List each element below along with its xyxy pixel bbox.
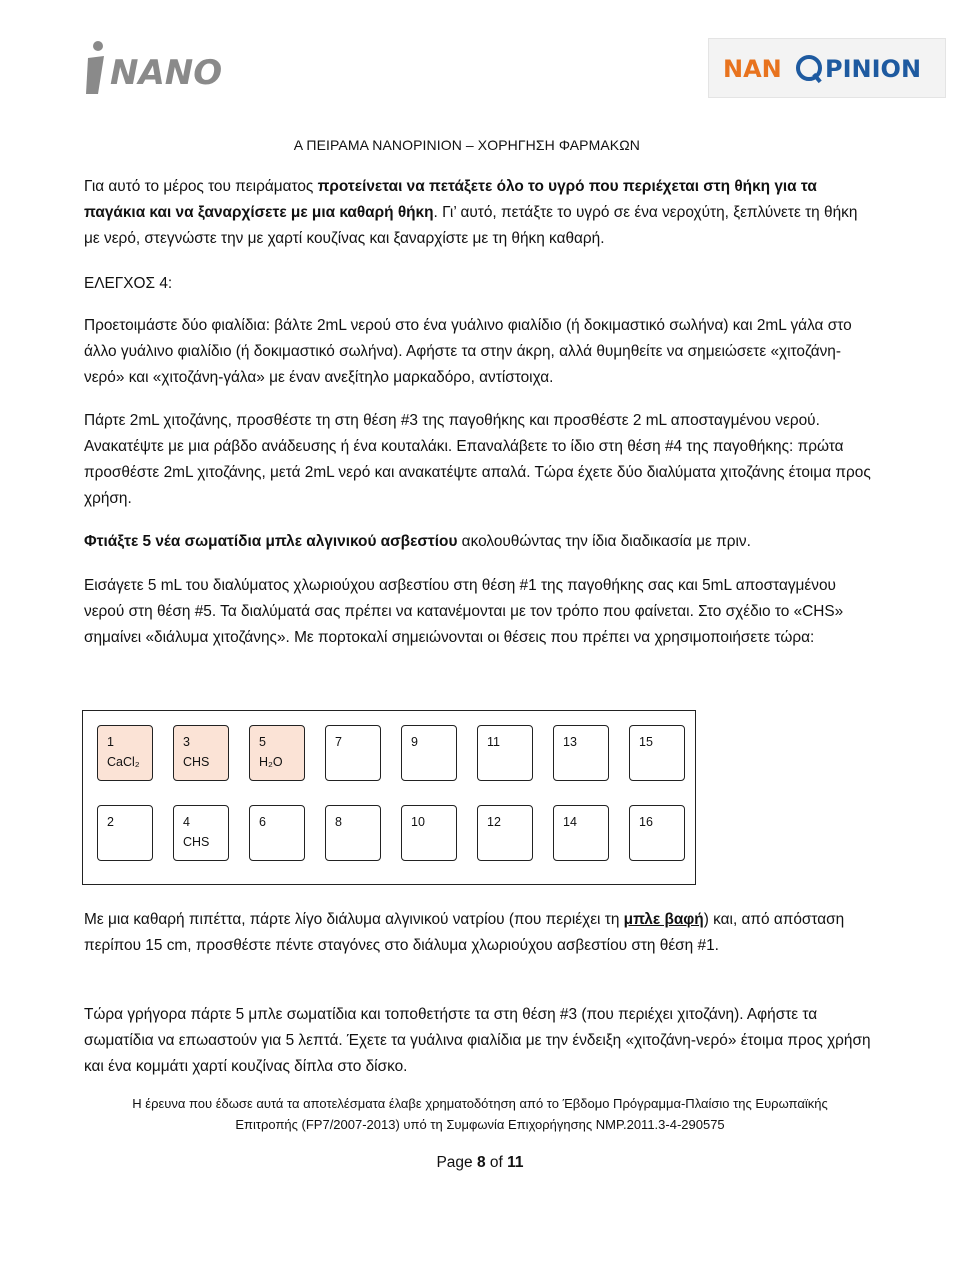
tray-well-number: 10	[411, 815, 425, 829]
tray-well-number: 12	[487, 815, 501, 829]
tray-well-11	[477, 725, 533, 781]
svg-text:PINION: PINION	[825, 55, 922, 83]
tray-well-number: 16	[639, 815, 653, 829]
paragraph-make-particles: Φτιάξτε 5 νέα σωματίδια μπλε αλγινικού ασβεστίου ακολουθώντας την ίδια διαδικασία με πριν.	[84, 533, 751, 550]
section-heading-control-4: ΕΛΕΓΧΟΣ 4:	[84, 275, 173, 292]
tray-well-10	[401, 805, 457, 861]
tray-well-number: 9	[411, 735, 418, 749]
tray-well-number: 11	[487, 735, 500, 749]
tray-well-number: 1	[107, 735, 114, 749]
tray-well-13	[553, 725, 609, 781]
paragraph-prepare-vials: Προετοιμάστε δύο φιαλίδια: βάλτε 2mL νερού στο ένα γυάλινο φιαλίδιο (ή δοκιμαστικό σωλήνα) και 2mL γάλα στο άλλο γυάλινο φιαλίδιο (ή δοκιμαστικό σωλήνα). Αφήστε τα στην άκρη, αλλά θυμηθείτε να σημειώσετε «χιτοζάνη-νερό» και «χιτοζάνη-γάλα» με έναν ανεξίτηλο μαρκαδόρο, αντίστοιχα.	[84, 317, 852, 386]
paragraph-insert-solutions: Εισάγετε 5 mL του διαλύματος χλωριούχου ασβεστίου στη θέση #1 της παγοθήκης σας και 5mL αποσταγμένου νερού στη θέση #5. Τα διαλύματά σας πρέπει να κατανέμονται με τον τρόπο που φαίνεται. Στο σχέδιο το «CHS» σημαίνει «διάλυμα χιτοζάνης». Με πορτοκαλί σημειώνονται οι θέσεις που πρέπει να χρησιμοποιήσετε τώρα:	[84, 577, 844, 646]
tray-well-14	[553, 805, 609, 861]
paragraph-pipette: Με μια καθαρή πιπέττα, πάρτε λίγο διάλυμα αλγινικού νατρίου (που περιέχει τη μπλε βαφή) και, από απόσταση περίπου 15 cm, προσθέστε πέντε σταγόνες στο διάλυμα χλωριούχου ασβεστίου στη θέση #1.	[84, 911, 845, 954]
inano-logo	[84, 38, 244, 100]
tray-well-4	[173, 805, 229, 861]
paragraph-intro: Για αυτό το μέρος του πειράματος προτείνεται να πετάξετε όλο το υγρό που περιέχεται στη θήκη για τα παγάκια και να ξαναρχίσετε με μια καθαρή θήκη. Γι’ αυτό, πετάξτε το υγρό σε ένα νεροχύτη, ξεπλύνετε τη θήκη με νερό, στεγνώστε την με χαρτί κουζίνας και ξαναρχίστε με τη θήκη καθαρή.	[84, 178, 858, 247]
svg-text:NAN: NAN	[723, 55, 782, 83]
tray-well-label: H₂O	[259, 755, 283, 769]
footer-funding-line-2: Επιτροπής (FP7/2007-2013) υπό τη Συμφωνία Επιχορήγησης NMP.2011.3-4-290575	[235, 1117, 725, 1132]
tray-well-number: 3	[183, 735, 190, 749]
tray-well-number: 4	[183, 815, 190, 829]
nanopinion-logo	[708, 38, 946, 98]
tray-well-label: CHS	[183, 755, 210, 769]
tray-well-3	[173, 725, 229, 781]
tray-well-8	[325, 805, 381, 861]
tray-well-2	[97, 805, 153, 861]
tray-well-12	[477, 805, 533, 861]
tray-well-15	[629, 725, 685, 781]
tray-well-6	[249, 805, 305, 861]
page-header-title: Α ΠΕΙΡΑΜΑ NANOPINION – ΧΟΡΗΓΗΣΗ ΦΑΡΜΑΚΩΝ	[293, 137, 640, 153]
ice-tray-diagram	[82, 710, 696, 885]
tray-well-number: 15	[639, 735, 653, 749]
tray-well-1	[97, 725, 153, 781]
svg-text:NANO: NANO	[110, 53, 223, 93]
tray-well-label: CHS	[183, 835, 210, 849]
paragraph-incubate: Τώρα γρήγορα πάρτε 5 μπλε σωματίδια και τοποθετήστε τα στη θέση #3 (που περιέχει χιτοζάνη). Αφήστε τα σωματίδια να επωαστούν για 5 λεπτά. Έχετε τα γυάλινα φιαλίδια με την ένδειξη «χιτοζάνη-νερό» έτοιμα προς χρήση και ένα κομμάτι χαρτί κουζίνας δίπλα στο δίσκο.	[84, 1006, 871, 1075]
tray-well-number: 8	[335, 815, 342, 829]
tray-well-number: 2	[107, 815, 114, 829]
tray-well-number: 13	[563, 735, 577, 749]
paragraph-chitosan-solutions: Πάρτε 2mL χιτοζάνης, προσθέστε τη στη θέση #3 της παγοθήκης και προσθέστε 2 mL αποσταγμένου νερού. Ανακατέψτε με μια ράβδο ανάδευσης ή ένα κουταλάκι. Επαναλάβετε το ίδιο στη θέση #4 της παγοθήκης: πρώτα προσθέστε 2mL χιτοζάνης, μετά 2mL νερό και ανακατέψτε απαλά. Τώρα έχετε δύο διαλύματα χιτοζάνης έτοιμα προς χρήση.	[84, 412, 871, 507]
tray-well-16	[629, 805, 685, 861]
tray-well-label: CaCl₂	[107, 755, 140, 769]
tray-well-number: 7	[335, 735, 342, 749]
tray-well-5	[249, 725, 305, 781]
page-number: Page 8 of 11	[436, 1154, 524, 1171]
tray-well-7	[325, 725, 381, 781]
tray-well-number: 14	[563, 815, 577, 829]
tray-well-number: 5	[259, 735, 266, 749]
footer-funding-line-1: Η έρευνα που έδωσε αυτά τα αποτελέσματα έλαβε χρηματοδότηση από το Έβδομο Πρόγραμμα-Πλαίσιο της Ευρωπαϊκής	[132, 1096, 828, 1111]
tray-well-number: 6	[259, 815, 266, 829]
tray-well-9	[401, 725, 457, 781]
